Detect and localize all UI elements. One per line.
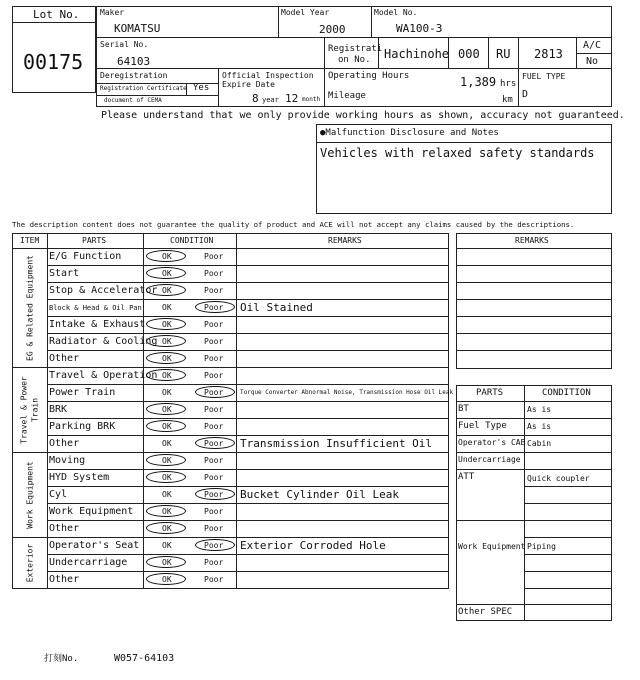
group-label-exterior: Exterior (25, 543, 34, 582)
ok-option: OK (162, 320, 172, 329)
group-label-eg: EG & Related Equipment (25, 254, 34, 361)
fuel-type-label: FUEL TYPE (522, 72, 566, 81)
poor-option: Poor (204, 575, 224, 584)
ok-option: OK (162, 354, 172, 363)
spec-part-bt: BT (458, 404, 469, 414)
condition-circle (146, 284, 186, 296)
ok-option: OK (162, 405, 172, 414)
deregistration-label: Deregistration (100, 71, 168, 80)
registration-code-3: 2813 (534, 47, 563, 61)
row-part: BRK (49, 404, 68, 415)
row-part: Other (49, 523, 80, 534)
model-no-label: Model No. (374, 8, 418, 17)
serial-no-label: Serial No. (100, 40, 149, 49)
spec-cond-cab: Cabin (527, 439, 552, 448)
row-part: Other (49, 353, 80, 364)
disclaimer: The description content does not guarantee the quality of product and ACE will not accept any claims caused by the descriptions. (12, 220, 575, 229)
poor-option: Poor (204, 388, 224, 397)
registration-certificate: Registration Certificate (100, 85, 187, 92)
mileage-label: Mileage (328, 91, 366, 101)
condition-circle (146, 454, 186, 466)
group-label-travel: Travel & Power Train (19, 375, 40, 444)
poor-option: Poor (204, 371, 224, 380)
inspection-month: 12 (285, 92, 299, 105)
operating-hours-value: 1,389 (460, 75, 497, 89)
spec-cond-att: Quick coupler (527, 474, 590, 483)
row-part: Start (49, 268, 80, 279)
poor-option: Poor (204, 524, 224, 533)
condition-circle (146, 420, 186, 432)
row-remark: Exterior Corroded Hole (240, 539, 386, 552)
poor-option: Poor (204, 456, 224, 465)
ok-option: OK (162, 524, 172, 533)
hours-notice: Please understand that we only provide working hours as shown, accuracy not guaranteed. (101, 110, 625, 121)
spec-part-att: ATT (458, 472, 475, 482)
row-remark: Torque Converter Abnormal Noise, Transmission Hose Oil Leak (240, 389, 454, 396)
condition-circle (195, 488, 235, 500)
row-part: Cyl (49, 489, 68, 500)
remarks-panel-label: REMARKS (515, 236, 549, 245)
poor-option: Poor (204, 507, 224, 516)
poor-option: Poor (204, 269, 224, 278)
ok-option: OK (162, 575, 172, 584)
row-part: Other (49, 438, 80, 449)
condition-circle (146, 352, 186, 364)
row-part: E/G Function (49, 251, 122, 262)
poor-option: Poor (204, 337, 224, 346)
ok-option: OK (162, 456, 172, 465)
poor-option: Poor (204, 473, 224, 482)
poor-option: Poor (204, 303, 224, 312)
serial-no-value: 64103 (117, 55, 151, 68)
spec-part-undercarriage: Undercarriage (458, 455, 521, 464)
poor-option: Poor (204, 541, 224, 550)
condition-circle (146, 318, 186, 330)
ac-value: No (586, 56, 599, 67)
ok-option: OK (162, 269, 172, 278)
engraving-number: W057-64103 (114, 653, 175, 664)
row-part: Work Equipment (49, 506, 134, 517)
malfunction-title: ●Malfunction Disclosure and Notes (320, 128, 499, 138)
model-year-label: Model Year (281, 8, 330, 17)
fuel-type-value: D (522, 89, 529, 100)
row-part: Travel & Operation (49, 370, 158, 381)
inspection-year: 8 (252, 92, 259, 105)
condition-circle (146, 369, 186, 381)
condition-circle (195, 301, 235, 313)
row-part: Undercarriage (49, 557, 128, 568)
model-year-value: 2000 (319, 23, 346, 36)
condition-circle (195, 437, 235, 449)
poor-option: Poor (204, 405, 224, 414)
ok-option: OK (162, 439, 172, 448)
remarks-panel (456, 233, 612, 369)
registration-code-1: 000 (458, 47, 480, 61)
spec-part-cab: Operator's CAB (458, 438, 526, 447)
registration-label: Registrati (328, 44, 383, 54)
poor-option: Poor (204, 252, 224, 261)
row-part: Block & Head & Oil Pan (49, 304, 142, 312)
ok-option: OK (162, 541, 172, 550)
maker-label: Maker (100, 8, 125, 17)
row-part: Power Train (49, 387, 116, 398)
ok-option: OK (162, 286, 172, 295)
row-part: Moving (49, 455, 86, 466)
spec-cond-work-equipment: Piping (527, 542, 556, 551)
malfunction-text: Vehicles with relaxed safety standards (320, 146, 595, 160)
poor-option: Poor (204, 558, 224, 567)
ok-option: OK (162, 388, 172, 397)
poor-option: Poor (204, 354, 224, 363)
col-remarks: REMARKS (328, 236, 362, 245)
lot-no: 00175 (23, 50, 84, 74)
ok-option: OK (162, 337, 172, 346)
spec-cond-bt: As is (527, 405, 552, 414)
condition-circle (146, 471, 186, 483)
ok-option: OK (162, 473, 172, 482)
model-no-value: WA100-3 (396, 22, 443, 35)
condition-circle (146, 250, 186, 262)
condition-circle (146, 267, 186, 279)
poor-option: Poor (204, 439, 224, 448)
poor-option: Poor (204, 320, 224, 329)
poor-option: Poor (204, 286, 224, 295)
spec-parts-header: PARTS (476, 388, 504, 398)
col-condition: CONDITION (170, 236, 214, 245)
lot-no-label: Lot No. (33, 8, 80, 21)
condition-circle (146, 556, 186, 568)
engraving-label: 打刻No. (44, 654, 79, 664)
col-item: ITEM (20, 236, 40, 245)
registration-code-2: RU (496, 47, 511, 61)
condition-circle (146, 522, 186, 534)
row-remark: Oil Stained (240, 301, 313, 314)
condition-circle (195, 386, 235, 398)
row-part: Operator's Seat (49, 540, 140, 551)
operating-hours-label: Operating Hours (328, 71, 410, 81)
row-remark: Transmission Insufficient Oil (240, 437, 433, 450)
spec-condition-header: CONDITION (542, 388, 591, 398)
month-unit: month (302, 96, 321, 103)
registration-label-2: on No. (338, 55, 371, 65)
spec-part-other: Other SPEC (458, 607, 513, 617)
maker-value: KOMATSU (114, 22, 161, 35)
ok-option: OK (162, 371, 172, 380)
row-part: Intake & Exhaust (49, 319, 146, 330)
inspection-label: Official Inspection (222, 71, 314, 80)
spec-part-work-equipment: Work Equipment (458, 542, 526, 551)
condition-circle (146, 403, 186, 415)
group-label-work: Work Equipment (25, 460, 34, 529)
ok-option: OK (162, 252, 172, 261)
condition-circle (146, 335, 186, 347)
ok-option: OK (162, 303, 172, 312)
registration-place: Hachinohe (384, 47, 450, 61)
row-part: Radiator & Cooling (49, 336, 158, 347)
row-part: Other (49, 574, 80, 585)
spec-part-fuel: Fuel Type (458, 421, 507, 431)
year-unit: year (262, 96, 279, 104)
registration-certificate-value: Yes (193, 83, 210, 93)
ac-label: A/C (583, 40, 602, 51)
mileage-unit: km (502, 95, 513, 105)
condition-circle (146, 573, 186, 585)
ok-option: OK (162, 558, 172, 567)
inspection-label-2: Expire Date (222, 80, 275, 89)
ok-option: OK (162, 422, 172, 431)
condition-circle (146, 505, 186, 517)
ok-option: OK (162, 490, 172, 499)
condition-circle (195, 539, 235, 551)
spec-cond-fuel: As is (527, 422, 552, 431)
col-parts: PARTS (82, 236, 107, 245)
cema-document: document of CEMA (104, 97, 162, 104)
row-remark: Bucket Cylinder Oil Leak (240, 488, 399, 501)
poor-option: Poor (204, 490, 224, 499)
poor-option: Poor (204, 422, 224, 431)
row-part: Parking BRK (49, 421, 116, 432)
row-part: Stop & Accelerator (49, 285, 158, 296)
row-part: HYD System (49, 472, 110, 483)
ok-option: OK (162, 507, 172, 516)
hours-unit: hrs (500, 79, 517, 89)
